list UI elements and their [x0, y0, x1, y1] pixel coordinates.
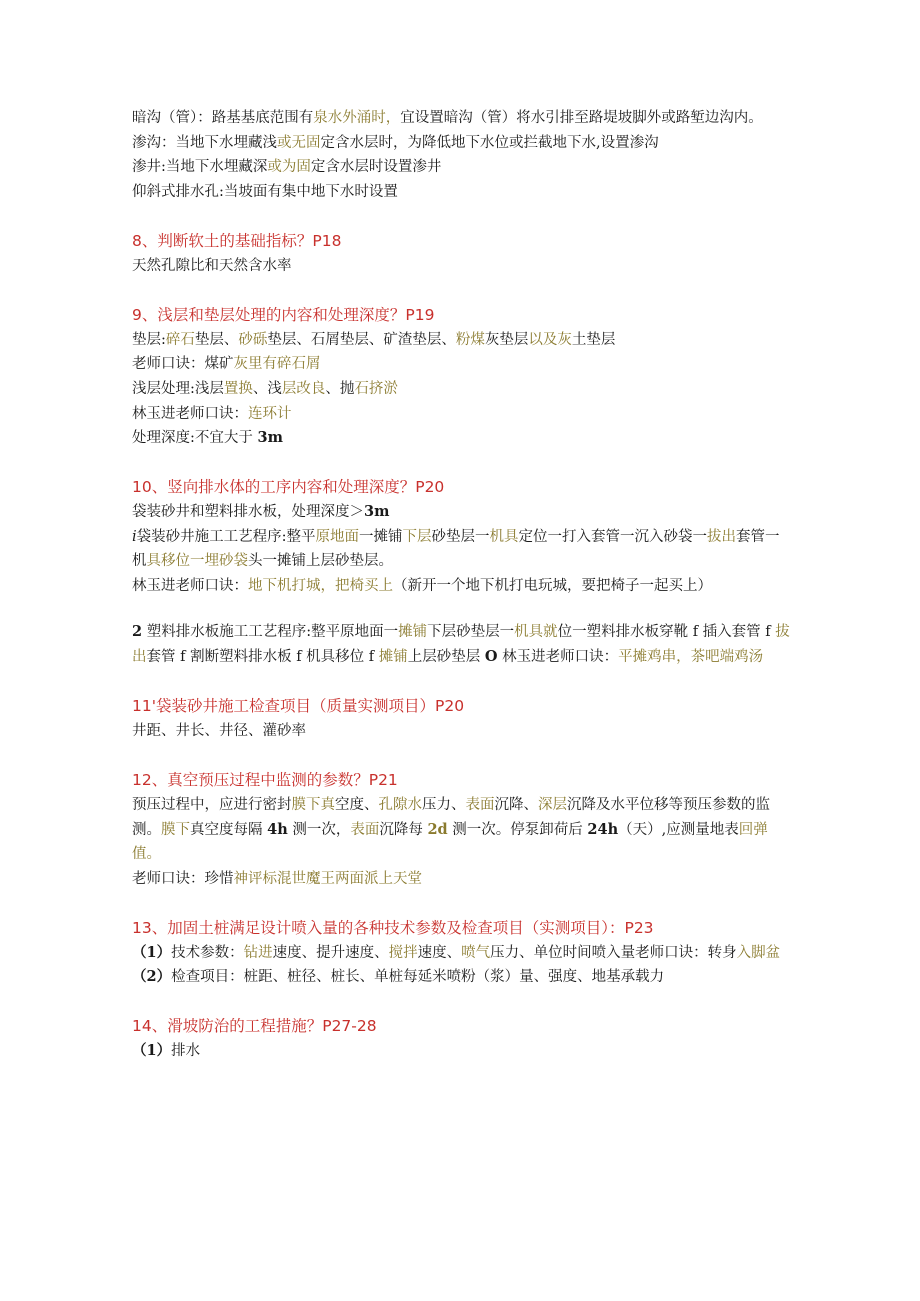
spacer [132, 990, 792, 1014]
question-13-title: 13、加固土桩满足设计喷入量的各种技术参数及检查项目（实测项目）：P23 [132, 918, 654, 937]
highlight-text: 神评标混世魔王两面派上天堂 [233, 870, 422, 887]
spacer [132, 278, 792, 302]
highlight-text: 膜下真 [291, 797, 335, 814]
spacer [132, 451, 792, 475]
text: 沉降每 [379, 821, 428, 838]
bold-text: （2） [132, 968, 172, 986]
text: 检查项目：桩距、桩径、桩长、单桩每延米喷粉（浆）量、强度、地基承载力 [171, 969, 665, 986]
highlight-text: 膜下 [161, 821, 190, 838]
text: 上层砂垫层 [407, 649, 485, 666]
highlight-text: 或无固 [277, 134, 321, 151]
answer-9-line-2 [132, 352, 792, 377]
text: （新开一个地下机打电玩城，要把椅子一起买上） [393, 577, 712, 594]
text: 垫层: [132, 331, 166, 348]
highlight-text: 碎石 [165, 331, 195, 348]
text: 老师口诀：煤矿 [132, 356, 234, 373]
spacer [132, 670, 792, 694]
highlight-text: 原地面 [315, 528, 360, 545]
drainage-line-3 [132, 155, 792, 180]
spacer [132, 204, 792, 228]
highlight-text: 搅拌 [388, 944, 418, 961]
highlight-text: 泉水外涌时， [313, 110, 401, 126]
bold-text: O [484, 648, 498, 666]
text: 砂垫层一 [431, 528, 490, 545]
highlight-text: 层改良 [281, 380, 326, 397]
answer-14-line-1 [132, 1039, 792, 1064]
answer-9-line-5 [132, 426, 792, 451]
text: 暗沟（管）：路基基底范围有 [132, 110, 314, 126]
document-body [132, 106, 792, 1064]
highlight-text: 机具 [489, 528, 519, 545]
text: 速度、 [417, 944, 462, 961]
highlight-text: 地下机打城，把椅买上 [248, 577, 393, 594]
text: 处理深度:不宜大于 [132, 430, 258, 447]
text: 头一摊铺上层砂垫层。 [248, 553, 393, 570]
bold-text: 4h [267, 820, 288, 838]
highlight-text: 具移位一埋砂袋 [146, 553, 248, 570]
text: 袋装砂井施工工艺程序:整平 [136, 528, 316, 545]
text: 塑料排水板施工工艺程序:整平原地面一 [142, 624, 399, 641]
answer-10-line-1 [132, 500, 792, 525]
text: 渗沟：当地下水埋藏浅 [132, 134, 277, 151]
text: 预压过程中，应进行密封 [132, 797, 292, 814]
highlight-text: 石挤淤 [354, 380, 398, 397]
text: 定位一打入套管一沉入砂袋一 [518, 528, 708, 545]
answer-11: 井距、井长、井径、灌砂率 [132, 723, 306, 740]
text: 空度、 [335, 797, 379, 814]
text: 技术参数： [171, 944, 244, 961]
bold-text: 24h [587, 820, 619, 838]
bold-text: 2d [427, 820, 448, 838]
text: 袋装砂井和塑料排水板，处理深度＞ [132, 504, 364, 521]
bold-text: 2 [132, 623, 143, 641]
text: （天）,应测量地表 [618, 821, 739, 838]
highlight-text: 喷气 [461, 944, 491, 961]
text: 林玉进老师口诀： [497, 649, 619, 666]
text: 真空度每隔 [190, 821, 268, 838]
answer-8: 天然孔隙比和天然含水率 [132, 257, 292, 274]
text: 一摊铺 [359, 528, 403, 545]
highlight-text: 机具就 [514, 624, 558, 641]
bold-text: （1） [132, 943, 172, 961]
text: 测一次， [287, 821, 351, 838]
text: 灰垫层 [484, 331, 529, 348]
spacer [132, 598, 792, 620]
answer-13-line-2 [132, 965, 792, 990]
answer-9-line-4 [132, 402, 792, 427]
answer-12-line-1 [132, 793, 792, 867]
highlight-text: 入脚盆 [736, 944, 781, 961]
highlight-text: 平摊鸡串，茶吧端鸡汤 [618, 649, 764, 666]
list-marker: i [132, 528, 137, 545]
answer-9-line-1 [132, 328, 792, 353]
text: 定含水层时设置渗井 [310, 159, 442, 176]
highlight-text: 置换 [223, 380, 253, 397]
answer-12-line-2 [132, 867, 792, 892]
highlight-text: 拔出 [707, 528, 737, 545]
bold-text: 3m [364, 503, 390, 521]
highlight-text: 砂砾 [238, 331, 268, 348]
text: 、浅 [252, 380, 282, 397]
question-9-title: 9、浅层和垫层处理的内容和处理深度？P19 [132, 305, 435, 324]
text: 套管 f 割断塑料排水板 f 机具移位 f [146, 649, 379, 666]
text: 土垫层 [571, 331, 616, 348]
text: 排水 [171, 1043, 201, 1060]
text: 渗井:当地下水埋藏深 [132, 159, 268, 176]
question-12-title: 12、真空预压过程中监测的参数？P21 [132, 771, 398, 790]
highlight-text: 回弹值。 [132, 821, 768, 863]
text: 压力、 [422, 797, 466, 814]
highlight-text: 连环计 [248, 405, 292, 422]
highlight-text: 钻进 [243, 944, 273, 961]
answer-10-line-3 [132, 574, 792, 599]
drainage-line-2 [132, 131, 792, 156]
highlight-text: 下层 [402, 528, 432, 545]
highlight-text: 摊铺 [398, 624, 428, 641]
text: 定含水层时，为降低地下水位或拦截地下水,设置渗沟 [320, 134, 659, 151]
text: 沉降及水平位移等预压参数的监测。 [132, 797, 770, 838]
text: 套管一机 [132, 528, 780, 570]
text: 垫层、石屑垫层、矿渣垫层、 [267, 331, 456, 348]
bold-text: 3m [257, 429, 283, 447]
question-10-title: 10、竖向排水体的工序内容和处理深度？P20 [132, 478, 445, 497]
highlight-text: 粉煤 [455, 331, 485, 348]
text: 林玉进老师口诀： [132, 405, 248, 422]
spacer [132, 891, 792, 915]
drainage-line-4: 仰斜式排水孔:当坡面有集中地下水时设置 [132, 183, 398, 200]
text: 速度、提升速度、 [272, 944, 389, 961]
text: 、抛 [325, 380, 355, 397]
answer-10-line-2 [132, 525, 792, 574]
highlight-text: 孔隙水 [378, 797, 422, 814]
drainage-line-1 [132, 106, 792, 131]
highlight-text: 表面 [350, 821, 380, 838]
highlight-text: 以及灰 [528, 331, 572, 348]
text: 垫层、 [194, 331, 239, 348]
question-8-title: 8、判断软土的基础指标？P18 [132, 231, 342, 250]
text: 宜设置暗沟（管）将水引排至路堤坡脚外或路堑边沟内。 [400, 110, 763, 126]
question-11-title: 11'袋装砂井施工检查项目（质量实测项目）P20 [132, 697, 465, 716]
highlight-text: 摊铺 [378, 649, 408, 666]
text: 压力、单位时间喷入量老师口诀：转身 [490, 944, 737, 961]
highlight-text: 灰里有碎石屑 [233, 356, 321, 373]
text: 老师口诀：珍惜 [132, 870, 234, 887]
spacer [132, 744, 792, 768]
highlight-text: 拔出 [132, 624, 790, 666]
answer-10-line-4 [132, 620, 792, 669]
answer-13-line-1 [132, 941, 792, 966]
highlight-text: 深层 [538, 797, 567, 814]
text: 位一塑料排水板穿靴 f 插入套管 f [557, 624, 776, 641]
text: 下层砂垫层一 [427, 624, 515, 641]
answer-9-line-3 [132, 377, 792, 402]
bold-text: （1） [132, 1042, 172, 1060]
text: 沉降、 [494, 797, 538, 814]
text: 林玉进老师口诀： [132, 577, 248, 594]
question-14-title: 14、滑坡防治的工程措施？P27-28 [132, 1017, 377, 1036]
text: 测一次。停泵卸荷后 [447, 821, 588, 838]
highlight-text: 表面 [465, 797, 495, 814]
highlight-text: 或为固 [267, 159, 311, 176]
text: 浅层处理:浅层 [132, 380, 224, 397]
